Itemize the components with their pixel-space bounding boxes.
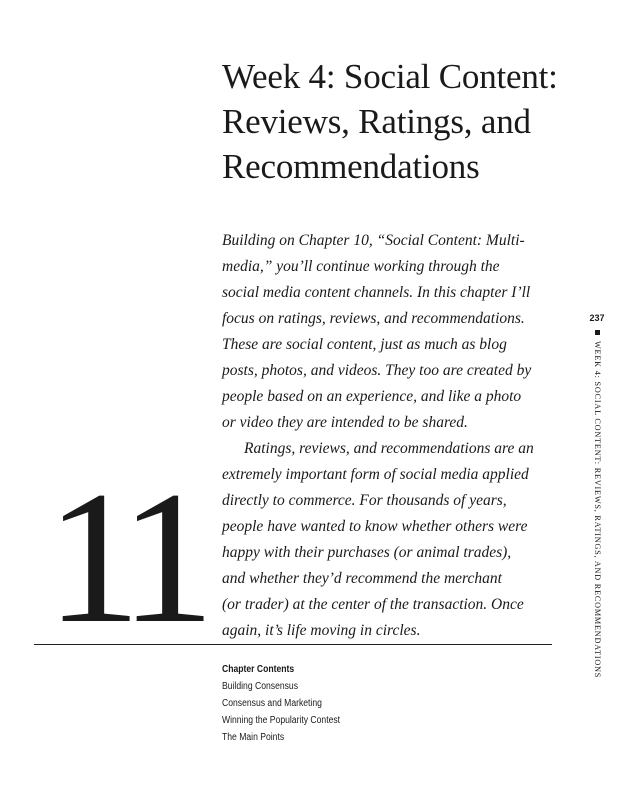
- chapter-contents-heading: Chapter Contents: [222, 664, 295, 675]
- square-bullet-icon: [595, 330, 600, 335]
- intro-line: (or trader) at the center of the transaction. Once: [222, 596, 524, 613]
- page-number: 237: [589, 313, 605, 323]
- chapter-contents-item: Winning the Popularity Contest: [222, 715, 341, 726]
- intro-line: people based on an experience, and like a photo: [222, 388, 522, 405]
- chapter-number: 11: [46, 453, 201, 663]
- chapter-contents-item: Consensus and Marketing: [222, 698, 322, 709]
- intro-line: and whether they’d recommend the merchant: [222, 570, 502, 587]
- intro-line: or video they are intended to be shared.: [222, 414, 468, 431]
- chapter-contents-item: The Main Points: [222, 732, 285, 743]
- intro-line: posts, photos, and videos. They too are created by: [222, 362, 532, 379]
- divider: [34, 644, 552, 645]
- chapter-intro: [222, 228, 562, 644]
- side-running-head: [586, 312, 608, 678]
- running-head: WEEK 4: SOCIAL CONTENT: REVIEWS, RATINGS, AND RECOMMENDATIONS: [593, 341, 602, 679]
- intro-line: These are social content, just as much as blog: [222, 336, 507, 353]
- intro-line: happy with their purchases (or animal trades),: [222, 544, 512, 561]
- intro-line: Building on Chapter 10, “Social Content: Multi-: [222, 232, 525, 249]
- intro-line: extremely important form of social media applied: [222, 466, 529, 483]
- intro-line: people have wanted to know whether others were: [222, 518, 528, 535]
- chapter-title-line: Reviews, Ratings, and: [222, 102, 531, 141]
- chapter-title: [222, 54, 582, 189]
- chapter-contents: [222, 661, 422, 746]
- intro-line: directly to commerce. For thousands of years,: [222, 492, 507, 509]
- intro-line: social media content channels. In this chapter I’ll: [222, 284, 531, 301]
- chapter-title-line: Week 4: Social Content:: [222, 57, 558, 96]
- intro-line: Ratings, reviews, and recommendations are an: [244, 440, 534, 457]
- intro-line: again, it’s life moving in circles.: [222, 622, 421, 639]
- intro-line: media,” you’ll continue working through the: [222, 258, 500, 275]
- chapter-title-line: Recommendations: [222, 147, 480, 186]
- intro-line: focus on ratings, reviews, and recommendations.: [222, 310, 525, 327]
- chapter-contents-item: Building Consensus: [222, 681, 299, 692]
